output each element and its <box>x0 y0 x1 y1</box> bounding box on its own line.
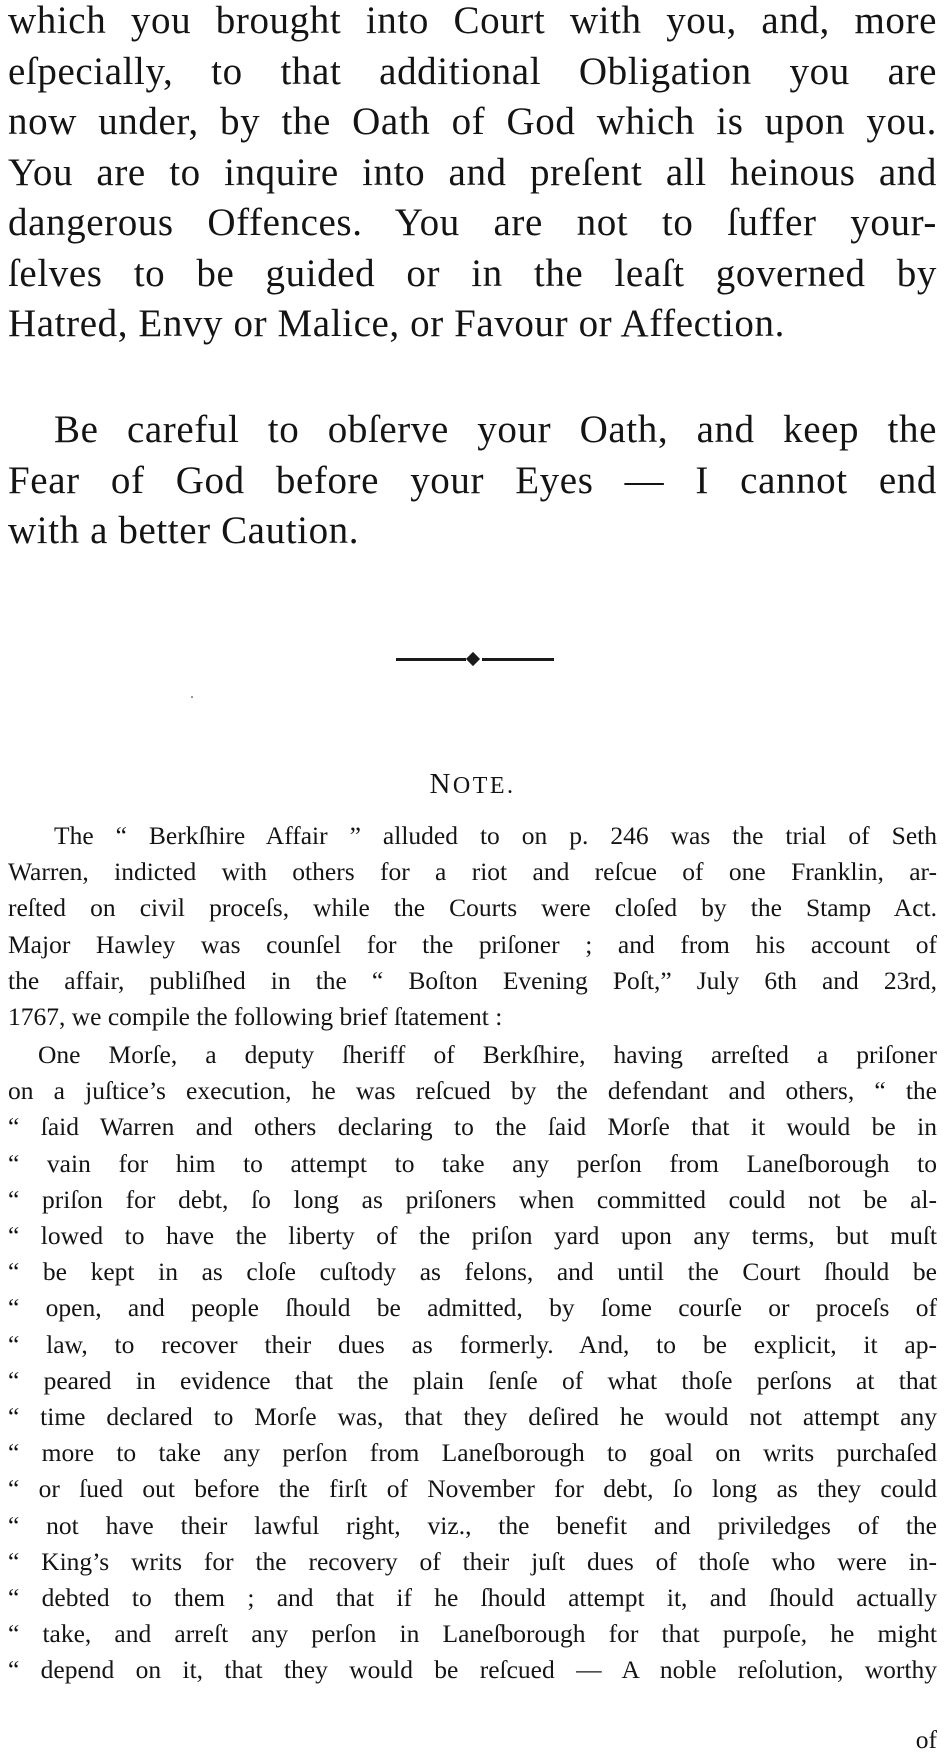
text-line: ſelves to be guided or in the leaſt governed by <box>8 251 937 295</box>
text-line: Fear of God before your Eyes — I cannot end <box>8 458 937 502</box>
text-line: “ priſon for debt, ſo long as priſoners when committed could not be al- <box>8 1184 937 1214</box>
text-line: “ debted to them ; and that if he ſhould attempt it, and ſhould actually <box>8 1583 937 1613</box>
text-line: Major Hawley was counſel for the priſoner ; and from his account of <box>8 929 937 959</box>
text-line: “ not have their lawful right, viz., the benefit and priviledges of the <box>8 1510 937 1540</box>
text-line: now under, by the Oath of God which is upon you. <box>8 100 937 143</box>
note-heading <box>8 768 937 801</box>
text-line: reſted on civil proceſs, while the Courts were cloſed by the Stamp Act. <box>8 893 937 923</box>
text-line: dangerous Offences. You are not to ſuffer your- <box>8 201 937 244</box>
section-divider-ornament <box>396 652 554 668</box>
text-line: the affair, publiſhed in the “ Boſton Evening Poſt,” July 6th and 23rd, <box>8 965 937 995</box>
caution-paragraph <box>8 405 937 557</box>
text-line: which you brought into Court with you, and, more <box>8 0 937 42</box>
text-line: “ or ſued out before the firſt of November for debt, ſo long as they could <box>8 1474 937 1504</box>
print-speck <box>191 696 193 698</box>
text-line: One Morſe, a deputy ſheriff of Berkſhire, having arreſted a priſoner <box>38 1040 937 1069</box>
text-line: on a juſtice’s execution, he was reſcued by the defendant and others, “ the <box>8 1076 937 1106</box>
text-line: Warren, indicted with others for a riot and reſcue of one Franklin, ar- <box>8 857 937 887</box>
text-line: “ depend on it, that they would be reſcued — A noble reſolution, worthy <box>8 1655 937 1685</box>
divider-rule-right <box>482 658 554 661</box>
text-line: 1767, we compile the following brief ſtatement : <box>8 1002 503 1032</box>
text-line: “ time declared to Morſe was, that they deſired he would not attempt any <box>8 1402 937 1432</box>
text-line: “ vain for him to attempt to take any perſon from Laneſborough to <box>8 1148 937 1178</box>
text-line: You are to inquire into and preſent all heinous and <box>8 150 937 194</box>
text-line: “ peared in evidence that the plain ſenſe of what thoſe perſons at that <box>8 1365 937 1395</box>
note-heading-rest: OTE. <box>452 773 516 799</box>
text-line: with a better Caution. <box>8 509 360 552</box>
text-line: “ open, and people ſhould be admitted, by ſome courſe or proceſs of <box>8 1293 937 1323</box>
charge-paragraph <box>8 0 937 350</box>
diamond-icon <box>466 652 480 666</box>
note-paragraph-2 <box>8 1037 937 1689</box>
text-line: “ be kept in as cloſe cuſtody as felons, and until the Court ſhould be <box>8 1257 937 1287</box>
text-line: “ King’s writs for the recovery of their juſt dues of thoſe who were in- <box>8 1546 937 1576</box>
text-line: “ more to take any perſon from Laneſborough to goal on writs purchaſed <box>8 1438 937 1468</box>
note-paragraph-1 <box>8 818 937 1035</box>
text-line: The “ Berkſhire Affair ” alluded to on p. 246 was the trial of Seth <box>54 821 937 850</box>
note-heading-capital: N <box>429 768 453 800</box>
text-line: Be careful to obſerve your Oath, and keep the <box>54 408 937 451</box>
text-line: Hatred, Envy or Malice, or Favour or Affection. <box>8 302 785 345</box>
divider-rule-left <box>396 658 466 661</box>
text-line: “ lowed to have the liberty of the priſon yard upon any terms, but muſt <box>8 1221 937 1251</box>
text-line: eſpecially, to that additional Obligation you are <box>8 49 937 93</box>
text-line: “ law, to recover their dues as formerly. And, to be explicit, it ap- <box>8 1329 937 1359</box>
text-line: “ take, and arreſt any perſon in Laneſborough for that purpoſe, he might <box>8 1619 937 1649</box>
text-line: “ ſaid Warren and others declaring to the ſaid Morſe that it would be in <box>8 1112 937 1142</box>
catchword: of <box>915 1725 937 1754</box>
